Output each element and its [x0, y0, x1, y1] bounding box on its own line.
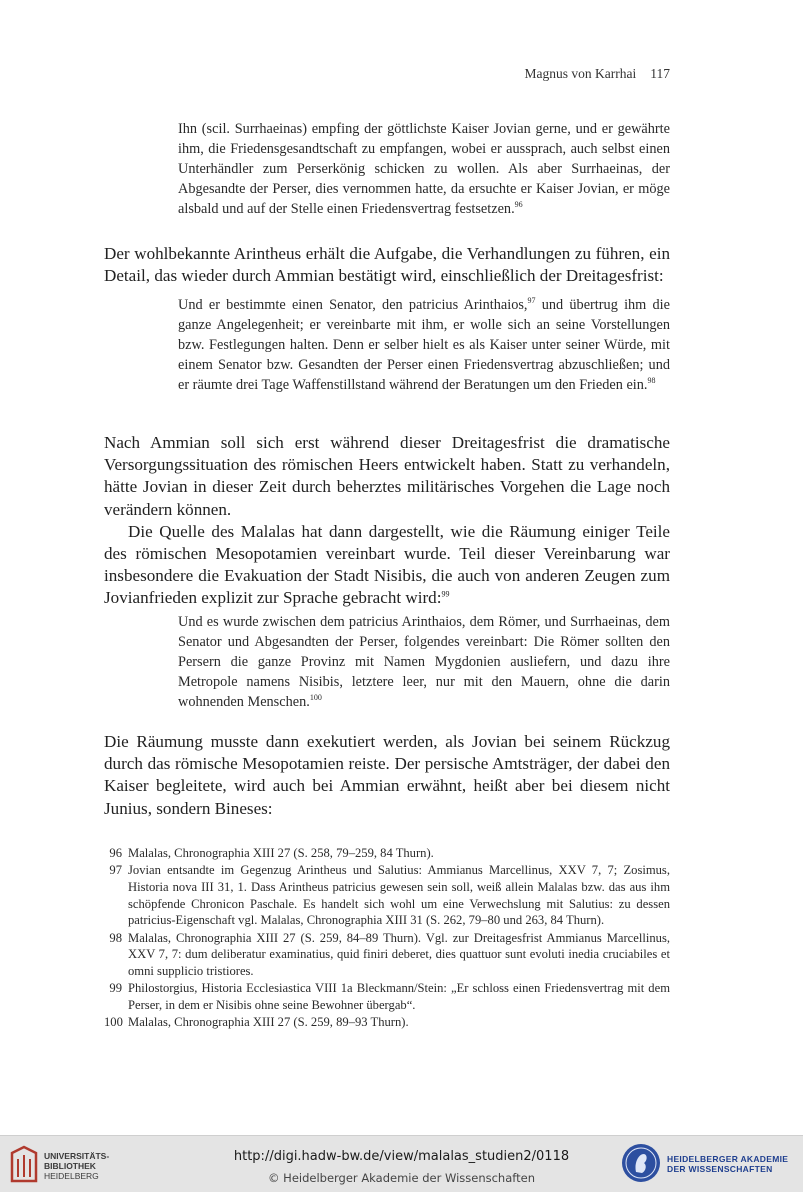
running-head-author: Magnus von Karrhai	[524, 66, 637, 81]
quote-1-text: Ihn (scil. Surrhaeinas) empfing der göttlichste Kaiser Jovian gerne, und er gewährte ihm, die Friedensgesandtschaft zu empfangen, wobei er aussprach, auch selbst einen Unterhändler zum Perserkönig schicken zu wollen. Als aber Surrhaeinas, der Abgesandte der Perser, dies vernommen hatte, da ersuchte er Kaiser Jovian, er möge alsbald und auf der Stelle einen Friedensvertrag festsetzen.	[178, 121, 670, 217]
paragraphs-2-3	[104, 432, 670, 610]
paragraph-4-text: Die Räumung musste dann exekutiert werden, als Jovian bei seinem Rückzug durch das römische Mesopotamien reiste. Der persische Amtsträger, der dabei den Kaiser begleitete, wird auch bei Ammian erwähnt, heißt aber bei diesem nicht Junius, sondern Bineses:	[104, 732, 670, 818]
academy-logo-text: HEIDELBERGER AKADEMIE DER WISSENSCHAFTEN	[667, 1154, 789, 1174]
copyright-notice: © Heidelberger Akademie der Wissenschaften	[268, 1171, 535, 1185]
paragraph-3	[104, 521, 670, 610]
footnote-number: 98	[109, 930, 122, 945]
paragraph-1	[104, 243, 670, 287]
footnote-text: Malalas, Chronographia XIII 27 (S. 259, 84–89 Thurn). Vgl. zur Dreitagesfrist Ammianus Marcellinus, XXV 7, 7: dum deliberatur examinatius, quid finiri deberet, dies quattuor sunt evoluti inedia cruciabiles et omni supplicio tristiores.	[128, 930, 670, 978]
footnote-ref-96[interactable]: 96	[514, 200, 523, 210]
footnote-96	[104, 845, 670, 862]
quote-2-text-b: und übertrug ihm die ganze Angelegenheit; er vereinbarte mit ihm, er wolle sich an seine Vorstellungen bzw. Festlegungen halten. Denn er selber hielt es als Kaiser unter seiner Würde, mit einem Senator bzw. Gesandten der Perser einen Friedensvertrag abzuschließen; und er räumte drei Tage Waffenstillstand während der Beratungen um den Frieden ein.	[178, 297, 670, 393]
paragraph-1-text: Der wohlbekannte Arintheus erhält die Aufgabe, die Verhandlungen zu führen, ein Detail, das wieder durch Ammian bestätigt wird, einschließlich der Dreitagesfrist:	[104, 244, 670, 286]
footnote-text: Malalas, Chronographia XIII 27 (S. 259, 89–93 Thurn).	[128, 1015, 409, 1030]
footnote-98	[104, 930, 670, 980]
footnote-ref-99[interactable]: 99	[441, 589, 450, 599]
footnote-text: Philostorgius, Historia Ecclesiastica VIII 1a Bleckmann/Stein: „Er schloss einen Friedensvertrag mit dem Perser, in dem er Nisibis ohne seine Bewohner übergab“.	[128, 981, 670, 1012]
block-quote-1	[178, 119, 670, 219]
footnotes	[104, 845, 670, 1031]
footnote-ref-98[interactable]: 98	[647, 376, 656, 386]
page-number: 117	[650, 66, 670, 81]
quote-3-text: Und es wurde zwischen dem patricius Arinthaios, dem Römer, und Surrhaeinas, dem Senator und Abgesandten der Perser, folgendes vereinbart: Die Römer sollten den Persern die ganze Provinz mit Namen Mygdonien ausliefern, und dazu ihre Metropole namens Nisibis, letztere leer, nur mit den Mauern, ohne die darin wohnenden Menschen.	[178, 614, 670, 710]
block-quote-3	[178, 612, 670, 712]
footnote-ref-100[interactable]: 100	[309, 693, 322, 703]
footnote-text: Jovian entsandte im Gegenzug Arintheus und Salutius: Ammianus Marcellinus, XXV 7, 7; Zosimus, Historia nova III 31, 1. Dass Arintheus patricius gewesen sein soll, weiß allein Malalas bzw. das aus ihm schöpfende Chronicon Paschale. Es handelt sich wohl um eine Verwechslung mit Salutius: zu dessen patricius-Eigenschaft vgl. Malalas, Chronographia XIII 31 (S. 262, 79–80 und 263, 84 Thurn).	[128, 863, 670, 928]
quote-2-text-a: Und er bestimmte einen Senator, den patricius Arinthaios,	[178, 297, 528, 313]
footnote-97	[104, 862, 670, 929]
paragraph-2-text: Nach Ammian soll sich erst während dieser Dreitagesfrist die dramatische Versorgungssituation des römischen Heers entwickelt haben. Statt zu verhandeln, hätte Jovian in dieser Zeit durch beherztes militärisches Vorgehen die Lage noch verändern können.	[104, 433, 670, 519]
university-library-logo-text: UNIVERSITÄTS- BIBLIOTHEK HEIDELBERG	[44, 1151, 110, 1181]
paragraph-3-text: Die Quelle des Malalas hat dann dargestellt, wie die Räumung einiger Teile des römischen Mesopotamien vereinbart wurde. Teil dieser Vereinbarung war insbesondere die Evakuation der Stadt Nisibis, die auch von anderen Zeugen zum Jovianfrieden explizit zur Sprache gebracht wird:	[104, 521, 670, 608]
footnote-100	[104, 1014, 670, 1031]
footnote-text: Malalas, Chronographia XIII 27 (S. 258, 79–259, 84 Thurn).	[128, 846, 434, 860]
footnote-number: 97	[109, 863, 122, 878]
academy-seal-icon[interactable]	[620, 1142, 662, 1184]
footnote-number: 100	[104, 1015, 123, 1030]
permalink-url[interactable]: http://digi.hadw-bw.de/view/malalas_studien2/0118	[233, 1149, 570, 1164]
running-head	[104, 66, 670, 82]
footnote-number: 96	[109, 846, 122, 860]
footnote-ref-97[interactable]: 97	[527, 296, 536, 306]
paragraph-4	[104, 731, 670, 820]
footnote-99	[104, 980, 670, 1013]
viewer-footer	[0, 1135, 803, 1192]
block-quote-2	[178, 295, 670, 395]
footnote-number: 99	[109, 981, 122, 996]
